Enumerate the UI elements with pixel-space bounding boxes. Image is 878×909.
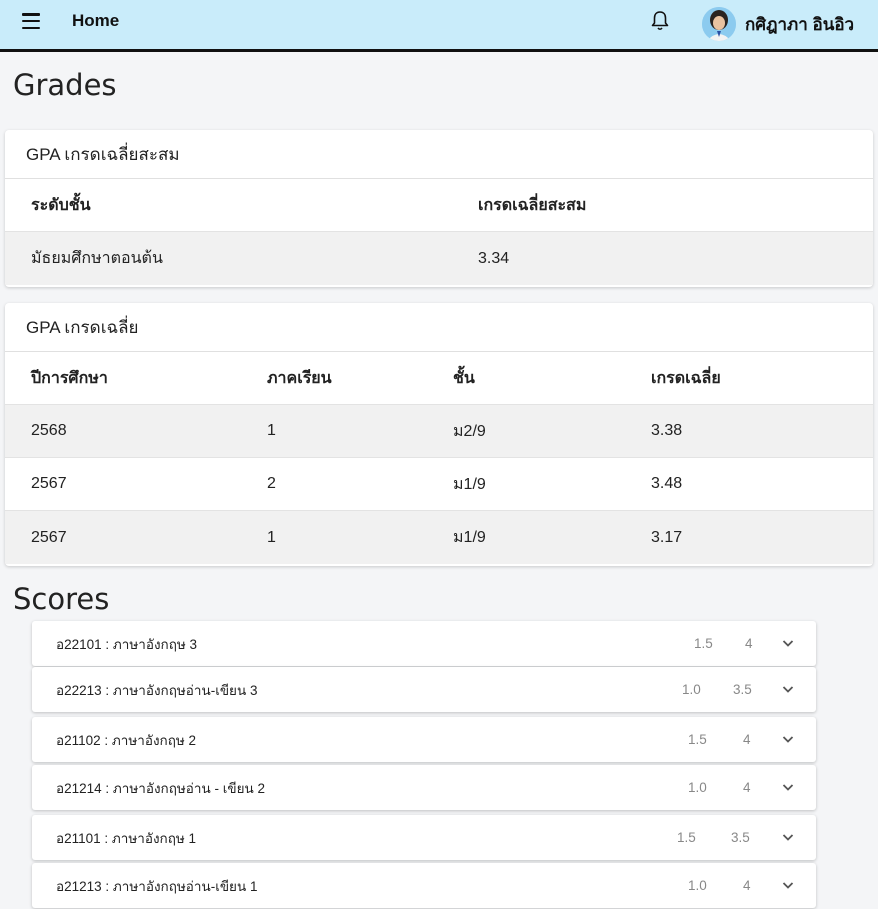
- cell-semester: 1: [267, 422, 276, 439]
- subject-name: อ21102 : ภาษาอังกฤษ 2: [56, 732, 197, 748]
- cell-year: 2567: [31, 528, 67, 546]
- cell-cumulative-gpa: 3.34: [478, 249, 510, 267]
- cell-gpa: 3.38: [651, 422, 683, 439]
- page-header-title: Home: [72, 11, 120, 30]
- bell-icon[interactable]: [650, 10, 670, 32]
- subject-grade: 4: [743, 780, 751, 795]
- subject-name: อ21213 : ภาษาอังกฤษอ่าน-เขียน 1: [56, 878, 258, 894]
- subject-name: อ22101 : ภาษาอังกฤษ 3: [56, 636, 198, 652]
- cell-year: 2567: [31, 475, 67, 492]
- cell-class: ม1/9: [453, 475, 486, 493]
- user-name[interactable]: กศิฎาภา อินอิว: [745, 15, 855, 34]
- score-item[interactable]: [32, 717, 816, 762]
- avatar[interactable]: [702, 7, 736, 41]
- cell-class: ม2/9: [453, 422, 486, 440]
- subject-credit: 1.5: [677, 830, 696, 845]
- subject-grade: 4: [743, 732, 751, 747]
- gpa-cumulative-card: [5, 130, 873, 287]
- score-item[interactable]: [32, 765, 816, 810]
- score-item[interactable]: [32, 667, 816, 712]
- subject-credit: 1.5: [694, 636, 713, 651]
- table-row: [5, 458, 873, 511]
- chevron-down-icon[interactable]: [782, 638, 794, 648]
- chevron-down-icon[interactable]: [782, 832, 794, 842]
- gpa-cumulative-title: GPA เกรดเฉลี่ยสะสม: [5, 130, 873, 179]
- gpa-term-title: GPA เกรดเฉลี่ย: [5, 303, 873, 352]
- table-row: [5, 232, 873, 285]
- header-cell-level: ระดับชั้น: [31, 196, 91, 214]
- header-cell-semester: ภาคเรียน: [267, 369, 332, 387]
- score-item[interactable]: [32, 621, 816, 666]
- header-cell-year: ปีการศึกษา: [31, 369, 108, 387]
- subject-credit: 1.0: [688, 780, 707, 795]
- header-cell-gpa: เกรดเฉลี่ย: [651, 369, 721, 387]
- subject-grade: 3.5: [733, 682, 752, 697]
- table-header-row: [5, 352, 873, 405]
- subject-name: อ21214 : ภาษาอังกฤษอ่าน - เขียน 2: [56, 780, 265, 796]
- subject-name: อ21101 : ภาษาอังกฤษ 1: [56, 830, 197, 846]
- table-row: [5, 405, 873, 458]
- gpa-term-card: [5, 303, 873, 566]
- score-item[interactable]: [32, 863, 816, 908]
- table-header-row: [5, 179, 873, 232]
- subject-credit: 1.0: [688, 878, 707, 893]
- subject-grade: 4: [745, 636, 753, 651]
- menu-icon[interactable]: [22, 13, 40, 29]
- top-bar: [0, 0, 878, 52]
- cell-semester: 1: [267, 528, 276, 546]
- chevron-down-icon[interactable]: [782, 734, 794, 744]
- subject-grade: 3.5: [731, 830, 750, 845]
- cell-gpa: 3.48: [651, 475, 683, 492]
- cell-semester: 2: [267, 475, 276, 492]
- subject-grade: 4: [743, 878, 751, 893]
- subject-credit: 1.5: [688, 732, 707, 747]
- cell-gpa: 3.17: [651, 528, 683, 546]
- cell-class: ม1/9: [453, 529, 486, 546]
- score-item[interactable]: [32, 815, 816, 860]
- chevron-down-icon[interactable]: [782, 782, 794, 792]
- page-title: Grades: [13, 68, 117, 102]
- header-cell-class: ชั้น: [453, 369, 475, 387]
- scores-title: Scores: [13, 582, 110, 616]
- subject-credit: 1.0: [682, 682, 701, 697]
- chevron-down-icon[interactable]: [782, 880, 794, 890]
- chevron-down-icon[interactable]: [782, 684, 794, 694]
- cell-level: มัธยมศึกษาตอนต้น: [31, 250, 163, 267]
- subject-name: อ22213 : ภาษาอังกฤษอ่าน-เขียน 3: [56, 682, 258, 698]
- table-row: [5, 511, 873, 564]
- cell-year: 2568: [31, 422, 67, 439]
- header-cell-cumulative-gpa: เกรดเฉลี่ยสะสม: [478, 196, 587, 214]
